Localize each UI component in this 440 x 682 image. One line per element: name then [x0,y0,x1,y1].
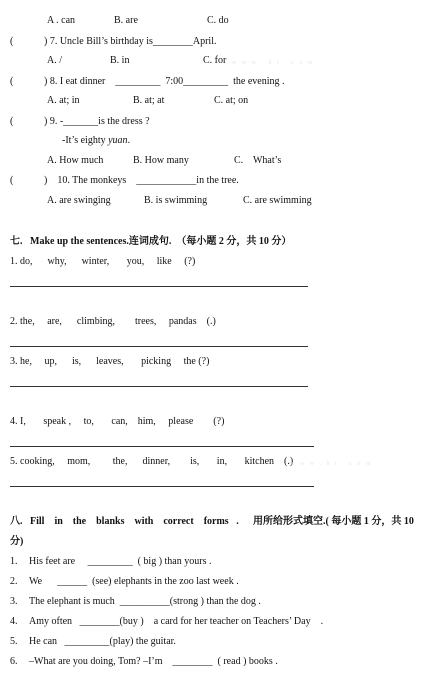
q10-question: ) 10. The monkeys ____________in the tree. [44,175,239,186]
q6-option-c: C. do [207,15,229,26]
s7-answer-line-2 [10,346,308,347]
section8-title-cont: 分) [10,536,24,547]
s8-item-2: We ______ (see) elephants in the zoo last week . [29,576,239,587]
s8-item-1: His feet are _________ ( big ) than yours . [29,556,212,567]
s8-item-6-num: 6. [10,656,18,667]
section8-title-cn: 用所给形式填空.( 每小题 1 分，共 10 [253,516,414,527]
s7-answer-line-3 [10,386,308,387]
s8-item-1-num: 1. [10,556,18,567]
q8-question: ) 8. I eat dinner _________ 7:00_________ the evening . [44,76,285,87]
q9-option-b: B. How many [133,155,189,166]
q9-paren-open: ( [10,116,14,127]
s8-item-3: The elephant is much __________(strong ) than the dog . [29,596,261,607]
s8-item-2-num: 2. [10,576,18,587]
section7-title: 七. Make up the sentences.连词成句. （每小题 2 分，共 10 分） [10,236,292,247]
q8-option-a: A. at; in [47,95,80,106]
s8-item-4: Amy often ________(buy ) a card for her teacher on Teachers’ Day . [29,616,324,627]
s8-item-4-num: 4. [10,616,18,627]
s7-answer-line-4 [10,446,314,447]
s8-item-5-num: 5. [10,636,18,647]
q10-option-c: C. are swimming [243,195,312,206]
q7-option-c: C. for [203,55,227,66]
q10-paren-open: ( [10,175,14,186]
watermark: w w w . b i . c o m [290,461,373,467]
s7-answer-line-5 [10,486,314,487]
s7-item-1: 1. do, why, winter, you, like (?) [10,256,196,267]
s7-item-2: 2. the, are, climbing, trees, pandas (.) [10,316,216,327]
s7-answer-line-1 [10,286,308,287]
q8-option-c: C. at; on [214,95,249,106]
q6-option-b: B. are [114,15,138,26]
q9-option-a: A. How much [47,155,104,166]
q10-option-a: A. are swinging [47,195,111,206]
q10-option-b: B. is swimming [144,195,208,206]
q7-question: ) 7. Uncle Bill’s birthday is________April. [44,36,217,47]
s7-item-5: 5. cooking, mom, the, dinner, is, in, kitchen (.) [10,456,294,467]
q7-option-a: A. / [47,55,62,66]
q8-option-b: B. at; at [133,95,165,106]
s8-item-6: –What are you doing, Tom? –I’m ________ ( read ) books . [29,656,278,667]
q9-option-c: C. What’s [234,155,282,166]
q6-option-a: A . can [47,15,76,26]
s7-item-3: 3. he, up, is, leaves, picking the (?) [10,356,210,367]
s7-item-4: 4. I, speak , to, can, him, please (?) [10,416,225,427]
section8-title: 八. Fill in the blanks with correct forms . [10,516,239,527]
q9-answer: -It’s eighty yuan. [62,135,131,146]
q7-option-b: B. in [110,55,130,66]
q9-question: ) 9. -_______is the dress ? [44,116,150,127]
q7-paren-open: ( [10,36,14,47]
s8-item-3-num: 3. [10,596,18,607]
watermark: w w w . b i . c o m [232,60,315,66]
s8-item-5: He can _________(play) the guitar. [29,636,176,647]
q8-paren-open: ( [10,76,14,87]
